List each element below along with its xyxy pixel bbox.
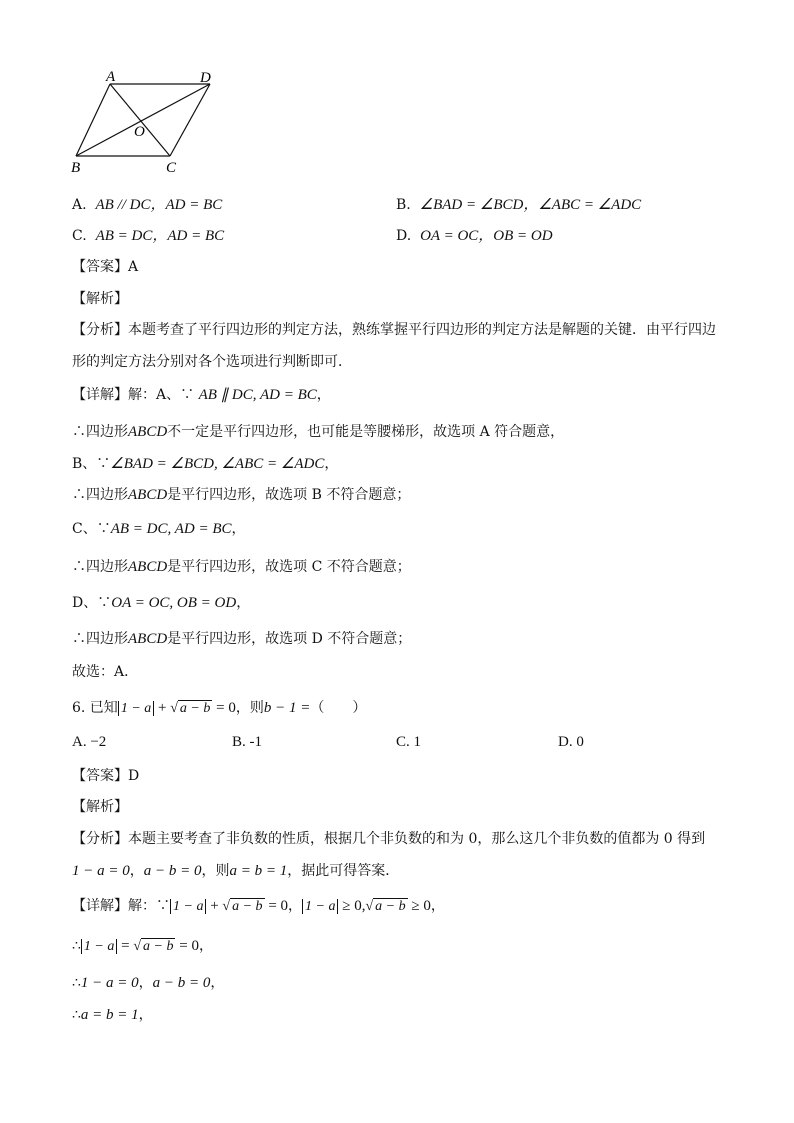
text: ， <box>138 975 153 991</box>
text: ∴四边形 <box>72 559 128 575</box>
text: B、∵ <box>72 456 111 472</box>
answer-value: A <box>128 259 139 275</box>
answer-blank: （ ） <box>310 700 367 716</box>
text: D、∵ <box>72 595 112 611</box>
math: = <box>117 938 134 954</box>
abs-expression: 1 − a <box>118 701 154 716</box>
text: ， <box>138 1007 153 1023</box>
detail-tag: 【详解】 <box>72 387 128 403</box>
abs-expression: 1 − a <box>170 899 206 914</box>
radicand: a − b <box>375 899 406 914</box>
math: = 0 <box>264 898 289 914</box>
math: ABCD <box>128 559 168 575</box>
diagonal-ac <box>110 84 170 156</box>
q6-option-a <box>72 734 106 751</box>
q5-detail-line9 <box>72 661 138 681</box>
text: ，据此可得答案． <box>287 863 400 879</box>
q5-option-c <box>72 224 224 245</box>
text: ， <box>288 898 303 914</box>
math: AB ∥ DC, AD = BC <box>198 387 317 403</box>
q5-option-b <box>396 193 641 214</box>
q5-detail-line4 <box>72 484 410 504</box>
math: a − b = 0 <box>143 863 202 879</box>
text: 解：A、∵ <box>128 387 195 403</box>
q6-stem <box>72 697 366 717</box>
q6-detail-line3 <box>72 972 224 992</box>
fenxi-text: 形的判定方法分别对各个选项进行判断即可． <box>72 354 352 370</box>
abs-expression: 1 − a <box>81 939 117 954</box>
text: 是平行四边形，故选项 D 不符合题意； <box>167 631 412 647</box>
math: ABCD <box>128 631 168 647</box>
q6-option-c <box>396 734 421 751</box>
math: 1 − a = 0 <box>80 975 139 991</box>
q6-detail-line4 <box>72 1004 153 1024</box>
text: 故选：A． <box>72 664 139 680</box>
analysis-tag: 【解析】 <box>72 799 128 815</box>
option-text: B. -1 <box>232 734 262 750</box>
q6-fenxi-line1 <box>72 828 705 848</box>
radicand: a − b <box>232 899 263 914</box>
q6-detail-line2 <box>72 935 213 955</box>
option-text: D. 0 <box>558 734 584 750</box>
math: b − 1 = <box>263 700 311 716</box>
segment-ab <box>76 84 110 156</box>
text: ，则 <box>201 863 230 879</box>
q5-detail-line1 <box>72 384 331 404</box>
option-label: D. <box>396 228 412 244</box>
q5-answer <box>72 256 138 276</box>
question-number: 6. 已知 <box>72 700 118 716</box>
math: = 0 <box>212 700 236 716</box>
math: a = b = 1 <box>80 1007 139 1023</box>
text: 不一定是平行四边形，也可能是等腰梯形，故选项 A 符合题意， <box>167 424 565 440</box>
q5-detail-line3 <box>72 453 338 473</box>
text: 解：∵ <box>128 898 170 914</box>
fenxi-tag: 【分析】 <box>72 322 128 338</box>
math: a = b = 1 <box>229 863 288 879</box>
text: ， <box>210 975 225 991</box>
q5-detail-line5 <box>72 518 246 538</box>
option-text: C. 1 <box>396 734 422 750</box>
math: ≥ 0, <box>338 898 366 914</box>
text: ，则 <box>235 700 264 716</box>
q5-detail-line6 <box>72 556 411 576</box>
text: 是平行四边形，故选项 C 不符合题意； <box>167 559 411 575</box>
text: ， <box>324 456 339 472</box>
label-o: O <box>134 124 145 140</box>
math: = 0 <box>175 938 199 954</box>
sqrt-expression: √ a − b <box>365 899 406 914</box>
text: ∴四边形 <box>72 631 128 647</box>
math: + <box>154 700 171 716</box>
answer-tag: 【答案】 <box>72 259 128 275</box>
option-text: OA = OC，OB = OD <box>420 228 553 244</box>
math: ≥ 0 <box>407 898 431 914</box>
option-text: ∠BAD = ∠BCD，∠ABC = ∠ADC <box>419 197 642 213</box>
sqrt-expression: √ a − b <box>170 701 211 716</box>
label-c: C <box>166 160 177 176</box>
math: AB = DC, AD = BC <box>110 521 232 537</box>
math: 1 − a = 0 <box>72 863 130 879</box>
math: ∠BAD = ∠BCD, ∠ABC = ∠ADC <box>110 456 325 472</box>
option-label: C. <box>72 228 87 244</box>
math: + <box>206 898 223 914</box>
option-label: B. <box>396 197 411 213</box>
text: ∴四边形 <box>72 487 128 503</box>
math: ABCD <box>128 487 168 503</box>
label-d: D <box>200 70 211 86</box>
text: ∴ <box>72 975 81 991</box>
label-b: B <box>71 160 81 176</box>
text: 是平行四边形，故选项 B 不符合题意； <box>167 487 411 503</box>
q5-detail-line8 <box>72 628 411 648</box>
text: ， <box>129 863 144 879</box>
text: C、∵ <box>72 521 111 537</box>
q6-answer <box>72 765 139 785</box>
option-text: AB // DC，AD = BC <box>95 197 223 213</box>
math: ABCD <box>128 424 168 440</box>
fenxi-tag: 【分析】 <box>72 831 128 847</box>
text: ∴四边形 <box>72 424 128 440</box>
option-text: A. −2 <box>72 734 107 750</box>
answer-value: D <box>128 768 140 784</box>
q5-option-d <box>396 224 553 245</box>
analysis-tag: 【解析】 <box>72 291 128 307</box>
text: ， <box>198 938 213 954</box>
radicand: a − b <box>143 939 174 954</box>
text: ， <box>236 595 251 611</box>
fenxi-text: 本题考查了平行四边形的判定方法，熟练掌握平行四边形的判定方法是解题的关键．由平行四边 <box>128 322 716 338</box>
answer-tag: 【答案】 <box>72 768 128 784</box>
text: ， <box>316 387 331 403</box>
q5-detail-line7 <box>72 592 250 612</box>
math: a − b = 0 <box>152 975 211 991</box>
q5-fenxi-line1 <box>72 319 716 339</box>
q6-detail-line1 <box>72 895 445 915</box>
abs-expression: 1 − a <box>302 899 338 914</box>
text: ， <box>430 898 445 914</box>
q6-option-d <box>558 734 584 751</box>
q5-fenxi-line2 <box>72 351 352 371</box>
sqrt-expression: √ a − b <box>133 939 174 954</box>
label-a: A <box>106 69 116 85</box>
sqrt-expression: √ a − b <box>222 899 263 914</box>
text: ∴ <box>72 938 81 954</box>
text: ， <box>231 521 246 537</box>
parallelogram-figure <box>66 66 226 178</box>
option-text: AB = DC，AD = BC <box>95 228 225 244</box>
fenxi-text: 本题主要考查了非负数的性质，根据几个非负数的和为 0，那么这几个非负数的值都为 0 得到 <box>128 831 706 847</box>
detail-tag: 【详解】 <box>72 898 128 914</box>
q6-fenxi-line2 <box>72 860 399 880</box>
text: ∴ <box>72 1007 81 1023</box>
q5-analysis-heading <box>72 288 128 308</box>
q6-option-b <box>232 734 262 751</box>
option-label: A. <box>72 197 87 213</box>
q5-option-a <box>72 193 222 214</box>
math: OA = OC, OB = OD <box>111 595 237 611</box>
radicand: a − b <box>179 701 211 716</box>
q6-analysis-heading <box>72 796 128 816</box>
q5-detail-line2 <box>72 421 564 441</box>
